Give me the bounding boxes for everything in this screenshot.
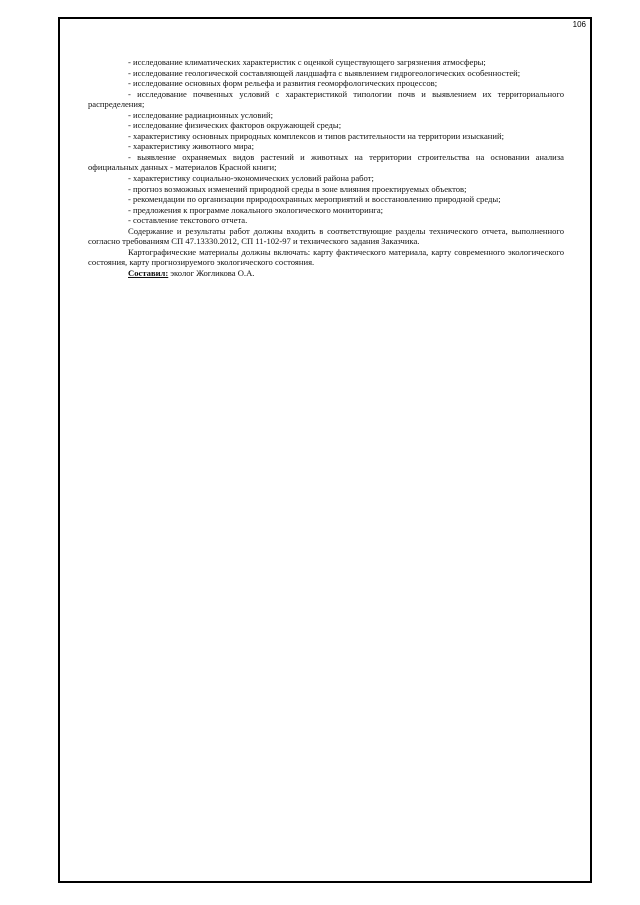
paragraph: - исследование климатических характеристик с оценкой существующего загрязнения атмосферы; [128, 57, 486, 67]
paragraph: - исследование геологической составляющей ландшафта с выявлением гидрогеологических особенностей; [128, 67, 521, 78]
document-body [88, 57, 564, 278]
paragraph: - выявление охраняемых видов растений и животных на территории строительства на основании анализа официальных данных - материалов Красной книги; [88, 151, 564, 173]
paragraph: - характеристику социально-экономических условий района работ; [128, 173, 374, 184]
paragraph: - прогноз возможных изменений природной среды в зоне влияния проектируемых объектов; [128, 183, 467, 194]
signature-line [88, 268, 564, 279]
paragraph: - рекомендации по организации природоохранных мероприятий и восстановлению природной среды; [128, 194, 501, 205]
paragraph: - исследование физических факторов окружающей среды; [128, 120, 342, 131]
page-number: 106 [572, 20, 586, 29]
page-frame [58, 17, 592, 883]
paragraph: - характеристику животного мира; [128, 141, 254, 152]
paragraph: - характеристику основных природных комплексов и типов растительности на территории изысканий; [128, 130, 504, 141]
paragraph: - составление текстового отчета. [128, 215, 248, 226]
paragraph: Картографические материалы должны включать: карту фактического материала, карту современного экологического состояния, карту прогнозируемого экологического состояния. [88, 246, 564, 268]
paragraph: - исследование основных форм рельефа и развития геоморфологических процессов; [128, 78, 438, 89]
signature-text: эколог Жогликова О.А. [168, 267, 255, 278]
paragraph: - предложения к программе локального экологического мониторинга; [128, 204, 384, 215]
paragraph: Содержание и результаты работ должны входить в соответствующие разделы технического отчета, выполненного согласно требованиям СП 47.13330.2012, СП 11-102-97 и технического задания Заказчика. [88, 225, 564, 247]
signature-label: Составил: [128, 267, 169, 278]
paragraph: - исследование почвенных условий с характеристикой типологии почв и выявлением их территориального распределения; [88, 88, 564, 110]
paragraph: - исследование радиационных условий; [128, 109, 273, 120]
